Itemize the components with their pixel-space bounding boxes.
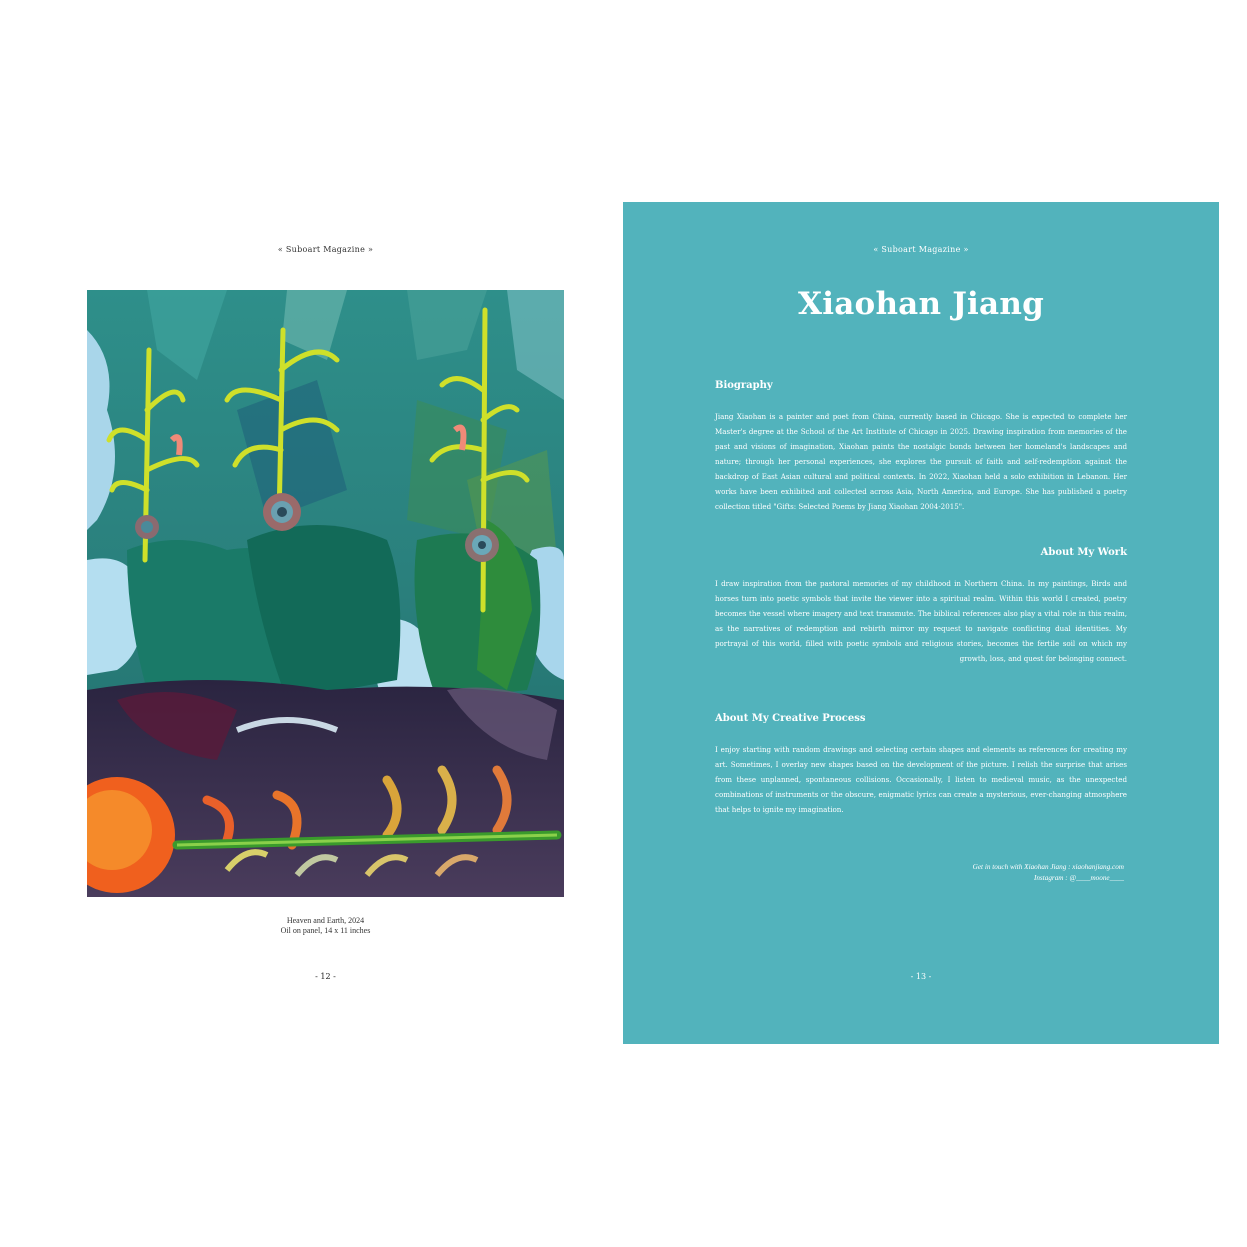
- contact-website: Get in touch with Xiaohan Jiang : xiaohanjiang.com: [972, 863, 1124, 871]
- contact-instagram: Instagram : @____moone____: [1033, 874, 1124, 882]
- running-head: « Suboart Magazine »: [277, 245, 374, 254]
- artwork-caption-title: Heaven and Earth, 2024: [286, 916, 365, 925]
- right-page: [623, 202, 1219, 1044]
- creative-process-text: I enjoy starting with random drawings and selecting certain shapes and elements as references for creating my art. Sometimes, I overlay new shapes based on the development of the picture. I relish the surprise that arises from these unplanned, spontaneous collisions. Occasionally, I listen to medieval music, as the unexpected combinations of instruments or the obscure, enigmatic lyrics can create a mysterious, ever-changing atmosphere that helps to ignite my imagination.: [715, 745, 1127, 814]
- artwork-caption-medium: Oil on panel, 14 x 11 inches: [280, 926, 371, 935]
- artwork-painting: [87, 290, 564, 897]
- page-number: - 12 -: [315, 972, 336, 981]
- about-work-text: I draw inspiration from the pastoral memories of my childhood in Northern China. In my paintings, Birds and horses turn into poetic symbols that invite the viewer into a spiritual realm. Within this world I created, poetry becomes the vessel where imagery and text transmute. The biblical references also play a vital role in this realm, as the narratives of redemption and rebirth mirror my request to navigate conflicting dual identities. My portrayal of this world, filled with poetic symbols and religious stories, becomes the fertile soil on which my growth, loss, and quest for belonging connect.: [715, 579, 1127, 663]
- biography-text: Jiang Xiaohan is a painter and poet from China, currently based in Chicago. She is expected to complete her Master's degree at the School of the Art Institute of Chicago in 2025. Drawing inspiration from memories of the past and visions of imagination, Xiaohan paints the nostalgic bonds between her homeland's landscapes and nature; through her personal experiences, she explores the pursuit of faith and self-redemption against the backdrop of East Asian cultural and political contexts. In 2022, Xiaohan held a solo exhibition in Lebanon. Her works have been exhibited and collected across Asia, North America, and Europe. She has published a poetry collection titled "Gifts: Selected Poems by Jiang Xiaohan 2004-2015".: [715, 412, 1127, 511]
- creative-process-heading: About My Creative Process: [715, 713, 866, 724]
- running-head: « Suboart Magazine »: [873, 245, 969, 254]
- left-page: [28, 202, 623, 1044]
- about-work-heading: About My Work: [1040, 547, 1127, 558]
- page-number: - 13 -: [910, 972, 932, 981]
- biography-heading: Biography: [715, 380, 773, 391]
- artist-name-title: Xiaohan Jiang: [798, 286, 1044, 322]
